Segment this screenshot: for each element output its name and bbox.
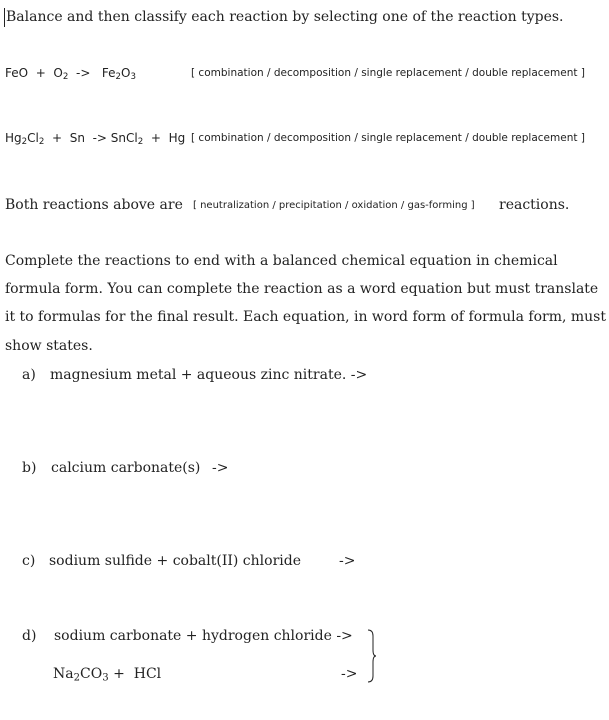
item-d-formula: $Na_2CO_3$ + HCl bbox=[53, 666, 162, 684]
item-c-arrow: -> bbox=[339, 553, 356, 569]
item-a-label: a) bbox=[22, 367, 36, 383]
both-reactions-options[interactable]: [ neutralization / precipitation / oxidation / gas-forming ] bbox=[193, 200, 475, 211]
item-a-text: magnesium metal + aqueous zinc nitrate. -> bbox=[50, 367, 368, 383]
item-b-label: b) bbox=[22, 460, 37, 476]
reaction-2-reactant-a: $Hg_2Cl_2$ bbox=[5, 131, 45, 148]
paragraph-line-4: show states. bbox=[5, 338, 93, 354]
reaction-1-type-options[interactable]: [ combination / decomposition / single replacement / double replacement ] bbox=[191, 67, 585, 79]
reaction-2-reactant-b: Sn bbox=[69, 131, 85, 145]
reaction-1-reactant-a: FeO bbox=[5, 66, 29, 80]
reaction-1-reactant-b: $O_2$ bbox=[53, 66, 69, 83]
paragraph-line-1: Complete the reactions to end with a balanced chemical equation in chemical bbox=[5, 253, 558, 269]
reaction-2-product-b: Hg bbox=[168, 131, 186, 145]
instruction-text: Balance and then classify each reaction by selecting one of the reaction types. bbox=[6, 9, 564, 25]
text-cursor bbox=[4, 8, 5, 27]
plus-sign: + bbox=[35, 66, 46, 80]
item-d-label: d) bbox=[22, 628, 37, 644]
reaction-1-product: $Fe_2O_3$ bbox=[101, 66, 136, 83]
reaction-2-product-a: SnCl$_2$ bbox=[110, 131, 144, 148]
item-d-formula-arrow: -> bbox=[341, 666, 358, 682]
plus-sign: + bbox=[150, 131, 161, 145]
paragraph-line-2: formula form. You can complete the reaction as a word equation but must translate bbox=[5, 281, 599, 297]
both-reactions-lead: Both reactions above are bbox=[5, 197, 183, 213]
item-c-text: sodium sulfide + cobalt(II) chloride bbox=[49, 553, 301, 569]
item-b-arrow: -> bbox=[212, 460, 229, 476]
item-d-text: sodium carbonate + hydrogen chloride -> bbox=[54, 628, 353, 644]
plus-sign: + bbox=[52, 131, 63, 145]
reaction-2-arrow: -> bbox=[92, 131, 107, 145]
paragraph-line-3: it to formulas for the final result. Each equation, in word form of formula form, must bbox=[5, 309, 606, 325]
reaction-1-equation bbox=[5, 66, 136, 83]
item-b-text: calcium carbonate(s) bbox=[51, 460, 201, 476]
item-c-label: c) bbox=[22, 553, 36, 569]
reaction-2-equation bbox=[5, 131, 186, 148]
reaction-1-arrow: -> bbox=[76, 66, 91, 80]
right-brace-icon bbox=[366, 628, 378, 684]
both-reactions-tail: reactions. bbox=[499, 197, 570, 213]
reaction-2-type-options[interactable]: [ combination / decomposition / single replacement / double replacement ] bbox=[191, 132, 585, 144]
